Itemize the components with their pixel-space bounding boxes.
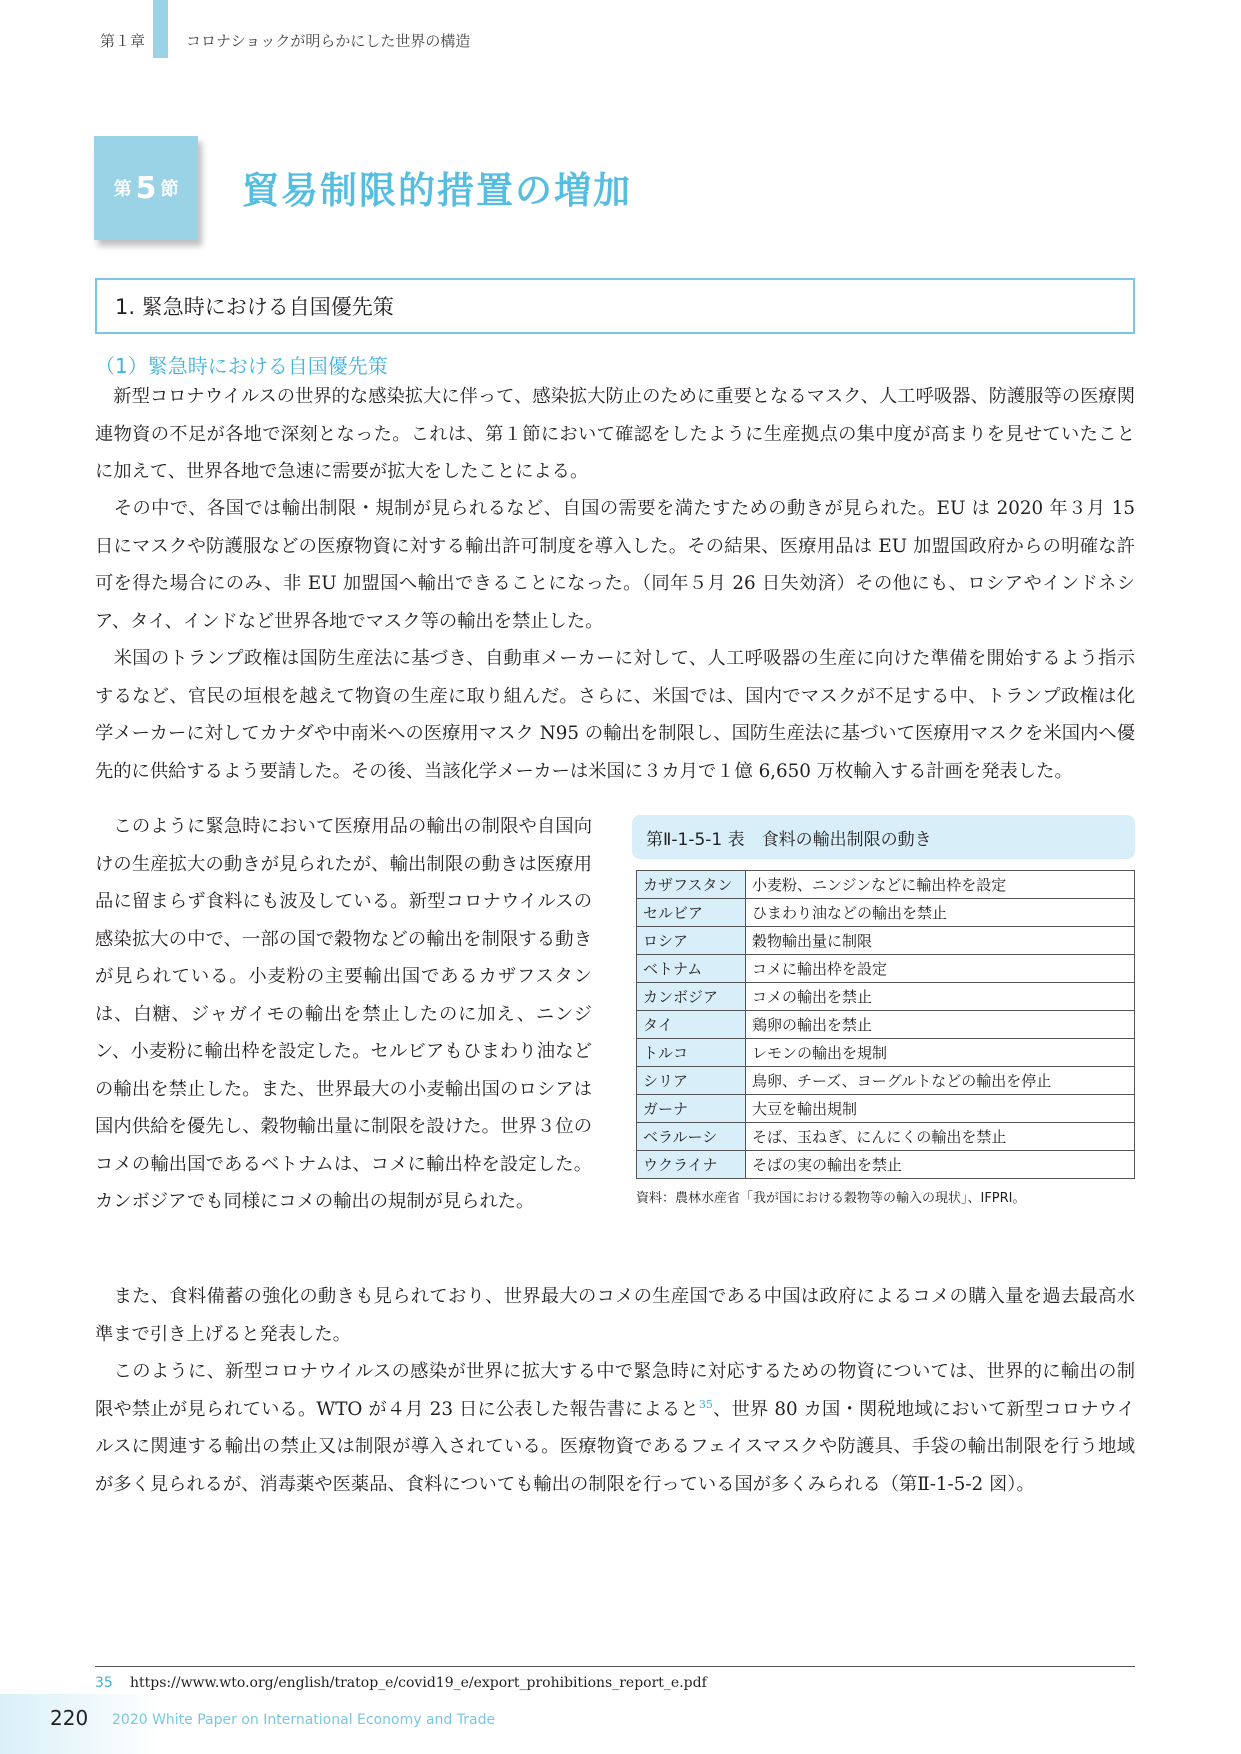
table-row [637, 1095, 1135, 1123]
table-row [637, 1151, 1135, 1179]
paragraph-5-text: また、食料備蓄の強化の動きも見られており、世界最大のコメの生産国である中国は政府によるコメの購入量を過去最高水準まで引き上げると発表した。 [95, 1286, 1135, 1345]
footnote-divider [95, 1666, 1135, 1667]
table-caption: 第Ⅱ-1-5-1 表 食料の輸出制限の動き [632, 815, 1135, 859]
paragraph-5 [95, 1278, 1135, 1353]
table-source-note: 資料：農林水産省「我が国における穀物等の輸入の現状」、IFPRI。 [636, 1191, 1026, 1206]
table-row [637, 955, 1135, 983]
paragraph-2 [95, 490, 1135, 640]
section-badge-number: 5 [135, 170, 157, 206]
paragraph-1 [95, 378, 1135, 491]
table-cell-measure: 小麦粉、ニンジンなどに輸出枠を設定 [746, 871, 1135, 899]
table-cell-measure: そばの実の輸出を禁止 [746, 1151, 1135, 1179]
table-cell-country: セルビア [637, 899, 746, 927]
export-restriction-table [636, 870, 1135, 1179]
table-row [637, 1067, 1135, 1095]
table-cell-measure: 大豆を輸出規制 [746, 1095, 1135, 1123]
table-cell-measure: レモンの輸出を規制 [746, 1039, 1135, 1067]
table-row [637, 1039, 1135, 1067]
section-badge [94, 136, 198, 240]
paragraph-3-text: 米国のトランプ政権は国防生産法に基づき、自動車メーカーに対して、人工呼吸器の生産に向けた準備を開始するよう指示するなど、官民の垣根を越えて物資の生産に取り組んだ。さらに、米国では、国内でマスクが不足する中、トランプ政権は化学メーカーに対してカナダや中南米への医療用マスク N95 の輸出を制限し、国防生産法に基づいて医療用マスクを米国内へ優先的に供給するよう要請した。その後、当該化学メーカーは米国に３カ月で１億 6,650 万枚輸入する計画を発表した。 [95, 648, 1135, 782]
section-badge-prefix: 第 [113, 179, 132, 200]
running-header-chapter: 第１章 [100, 32, 146, 50]
paragraph-6-text-b: 、世界 80 カ国・関税地域において新型コロナウイルスに関連する輸出の禁止又は制限が導入されている。医療物資であるフェイスマスクや防護具、手袋の輸出制限を行う地域が多く見られるが、消毒薬や医薬品、食料についても輸出の制限を行っている国が多くみられる（第Ⅱ-1-5-2 図）。 [95, 1398, 1135, 1495]
footnote-reference[interactable]: 35 [698, 1397, 713, 1411]
paragraph-1-text: 新型コロナウイルスの世界的な感染拡大に伴って、感染拡大防止のために重要となるマスク、人工呼吸器、防護服等の医療関連物資の不足が各地で深刻となった。これは、第１節において確認をしたように生産拠点の集中度が高まりを見せていたことに加えて、世界各地で急速に需要が拡大をしたことによる。 [95, 386, 1135, 482]
footnote-number: 35 [95, 1675, 113, 1691]
table-cell-country: トルコ [637, 1039, 746, 1067]
section-title: 貿易制限的措置の増加 [242, 168, 632, 212]
table-body [637, 871, 1135, 1179]
table-cell-country: ベトナム [637, 955, 746, 983]
paragraph-4 [95, 808, 592, 1221]
table-row [637, 899, 1135, 927]
paragraph-3 [95, 640, 1135, 790]
subsubsection-heading: （1）緊急時における自国優先策 [95, 354, 388, 378]
table-cell-country: カザフスタン [637, 871, 746, 899]
running-header-title: コロナショックが明らかにした世界の構造 [186, 32, 471, 50]
paragraph-2-text: その中で、各国では輸出制限・規制が見られるなど、自国の需要を満たすための動きが見られた。EU は 2020 年３月 15 日にマスクや防護服などの医療物資に対する輸出許可制度を導入した。その結果、医療用品は EU 加盟国政府からの明確な許可を得た場合にのみ、非 EU 加盟国へ輸出できることになった。（同年５月 26 日失効済）その他にも、ロシアやインドネシア、タイ、インドなど世界各地でマスク等の輸出を禁止した。 [95, 498, 1135, 632]
table-row [637, 927, 1135, 955]
table-cell-measure: コメの輸出を禁止 [746, 983, 1135, 1011]
table-row [637, 871, 1135, 899]
running-header-bar [153, 0, 168, 58]
table-row [637, 1011, 1135, 1039]
section-badge-suffix: 節 [160, 179, 179, 200]
table-cell-measure: ひまわり油などの輸出を禁止 [746, 899, 1135, 927]
paragraph-6-text-a: このように、新型コロナウイルスの感染が世界に拡大する中で緊急時に対応するための物資については、世界的に輸出の制限や禁止が見られている。WTO が４月 23 日に公表した報告書によると [95, 1361, 1135, 1420]
table-cell-country: ガーナ [637, 1095, 746, 1123]
table-cell-measure: 穀物輸出量に制限 [746, 927, 1135, 955]
table-cell-country: シリア [637, 1067, 746, 1095]
footer-title: 2020 White Paper on International Economy and Trade [112, 1712, 496, 1728]
table-cell-measure: コメに輸出枠を設定 [746, 955, 1135, 983]
paragraph-4-text: このように緊急時において医療用品の輸出の制限や自国向けの生産拡大の動きが見られたが、輸出制限の動きは医療用品に留まらず食料にも波及している。新型コロナウイルスの感染拡大の中で、一部の国で穀物などの輸出を制限する動きが見られている。小麦粉の主要輸出国であるカザフスタンは、白糖、ジャガイモの輸出を禁止したのに加え、ニンジン、小麦粉に輸出枠を設定した。セルビアもひまわり油などの輸出を禁止した。また、世界最大の小麦輸出国のロシアは国内供給を優先し、穀物輸出量に制限を設けた。世界３位のコメの輸出国であるベトナムは、コメに輸出枠を設定した。カンボジアでも同様にコメの輸出の規制が見られた。 [95, 816, 592, 1212]
table-cell-measure: 鳥卵、チーズ、ヨーグルトなどの輸出を停止 [746, 1067, 1135, 1095]
table-cell-country: ロシア [637, 927, 746, 955]
paragraph-6 [95, 1353, 1135, 1503]
subsection-heading-box [95, 278, 1135, 334]
page-number: 220 [50, 1706, 89, 1730]
table-cell-measure: そば、玉ねぎ、にんにくの輸出を禁止 [746, 1123, 1135, 1151]
footnote-url[interactable]: https://www.wto.org/english/tratop_e/covid19_e/export_prohibitions_report_e.pdf [130, 1675, 707, 1691]
table-cell-country: タイ [637, 1011, 746, 1039]
subsection-heading: 1. 緊急時における自国優先策 [115, 295, 394, 319]
table-row [637, 983, 1135, 1011]
table-row [637, 1123, 1135, 1151]
table-cell-measure: 鶏卵の輸出を禁止 [746, 1011, 1135, 1039]
table-cell-country: ウクライナ [637, 1151, 746, 1179]
table-cell-country: ベラルーシ [637, 1123, 746, 1151]
table-cell-country: カンボジア [637, 983, 746, 1011]
